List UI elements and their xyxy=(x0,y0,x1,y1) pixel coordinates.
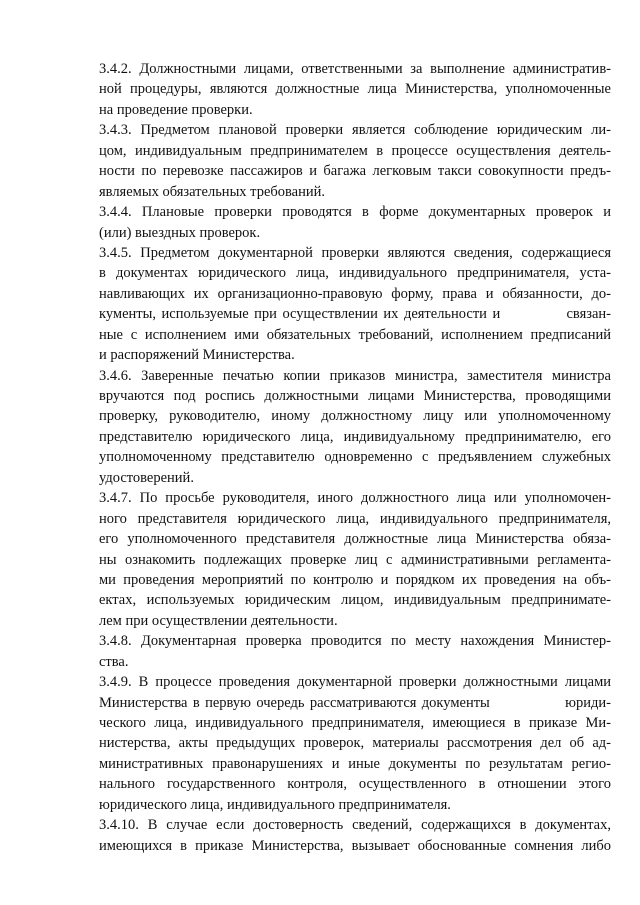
paragraph-3-4-10 xyxy=(99,815,611,856)
text-line: ческого лица, индивидуального предпринимателя, имеющиеся в приказе Ми- xyxy=(99,715,611,731)
text-line: 3.4.8. Документарная проверка проводится по месту нахождения Министер- xyxy=(99,633,611,650)
text-line: ми проведения мероприятий по контролю и порядком их проведения на объ- xyxy=(99,571,611,588)
text-line: 3.4.2. Должностными лицами, ответственными за выполнение административ- xyxy=(99,61,611,77)
text-line: 3.4.4. Плановые проверки проводятся в форме документарных проверок и xyxy=(99,204,611,221)
paragraph-3-4-4 xyxy=(99,202,611,243)
text-line: кументы, используемые при осуществлении их деятельности и связан- xyxy=(99,306,611,323)
text-line: вручаются под роспись должностными лицами Министерства, проводящими xyxy=(99,388,611,404)
text-line: ства. xyxy=(99,653,129,670)
paragraph-3-4-7 xyxy=(99,488,611,631)
text-line: удостоверений. xyxy=(99,469,194,486)
text-line: уполномоченному представителю одновременно с предъявлением служебных xyxy=(99,449,611,466)
text-line: лем при осуществлении деятельности. xyxy=(99,612,338,629)
text-line: нистерства, акты предыдущих проверок, материалы рассмотрения дел об ад- xyxy=(99,735,611,752)
text-line: ектах, используемых юридическим лицом, индивидуальным предпринимате- xyxy=(99,592,611,609)
text-line: цом, индивидуальным предпринимателем в процессе осуществления деятель- xyxy=(99,142,611,159)
paragraph-3-4-2 xyxy=(99,59,611,120)
text-line: навливающих их организационно-правовую форму, права и обязанности, до- xyxy=(99,285,611,302)
text-line: 3.4.10. В случае если достоверность сведений, содержащихся в документах, xyxy=(99,817,611,834)
text-line: его уполномоченного представителя должностные лица Министерства обяза- xyxy=(99,531,611,548)
document-body xyxy=(99,59,611,856)
text-line: ной процедуры, являются должностные лица Министерства, уполномоченные xyxy=(99,81,611,98)
text-line: имеющихся в приказе Министерства, вызывает обоснованные сомнения либо xyxy=(99,837,611,854)
text-line: Министерства в первую очередь рассматриваются документы юриди- xyxy=(99,694,611,711)
text-line: 3.4.5. Предметом документарной проверки являются сведения, содержащиеся xyxy=(99,244,611,261)
paragraph-3-4-5 xyxy=(99,243,611,366)
text-line: ные с исполнением ими обязательных требований, исполнением предписаний xyxy=(99,326,611,343)
text-line: на проведение проверки. xyxy=(99,101,253,118)
text-line: проверку, руководителю, иному должностному лицу или уполномоченному xyxy=(99,408,611,425)
text-line: нального государственного контроля, осуществленного в отношении этого xyxy=(99,776,611,793)
paragraph-3-4-9 xyxy=(99,672,611,815)
text-line: 3.4.7. По просьбе руководителя, иного должностного лица или уполномочен- xyxy=(99,490,611,507)
text-line: (или) выездных проверок. xyxy=(99,224,261,241)
text-line: ного представителя юридического лица, индивидуального предпринимателя, xyxy=(99,510,611,527)
text-line: ны ознакомить подлежащих проверке лиц с административными регламента- xyxy=(99,551,611,568)
text-line: в документах юридического лица, индивидуального предпринимателя, уста- xyxy=(99,265,611,282)
text-line: и распоряжений Министерства. xyxy=(99,347,295,364)
text-line: являемых обязательных требований. xyxy=(99,183,326,200)
text-line: представителю юридического лица, индивидуальному предпринимателю, его xyxy=(99,428,611,445)
text-line: ности по перевозке пассажиров и багажа легковым такси совокупности предъ- xyxy=(99,163,611,180)
paragraph-3-4-8 xyxy=(99,631,611,672)
text-line: 3.4.3. Предметом плановой проверки является соблюдение юридическим ли- xyxy=(99,122,611,139)
paragraph-3-4-3 xyxy=(99,120,611,202)
text-line: министративных правонарушениях и иные документы по результатам регио- xyxy=(99,755,611,772)
paragraph-3-4-6 xyxy=(99,366,611,489)
text-line: 3.4.6. Заверенные печатью копии приказов министра, заместителя министра xyxy=(99,367,611,384)
text-line: юридического лица, индивидуального предпринимателя. xyxy=(99,796,451,813)
text-line: 3.4.9. В процессе проведения документарной проверки должностными лицами xyxy=(99,674,611,691)
